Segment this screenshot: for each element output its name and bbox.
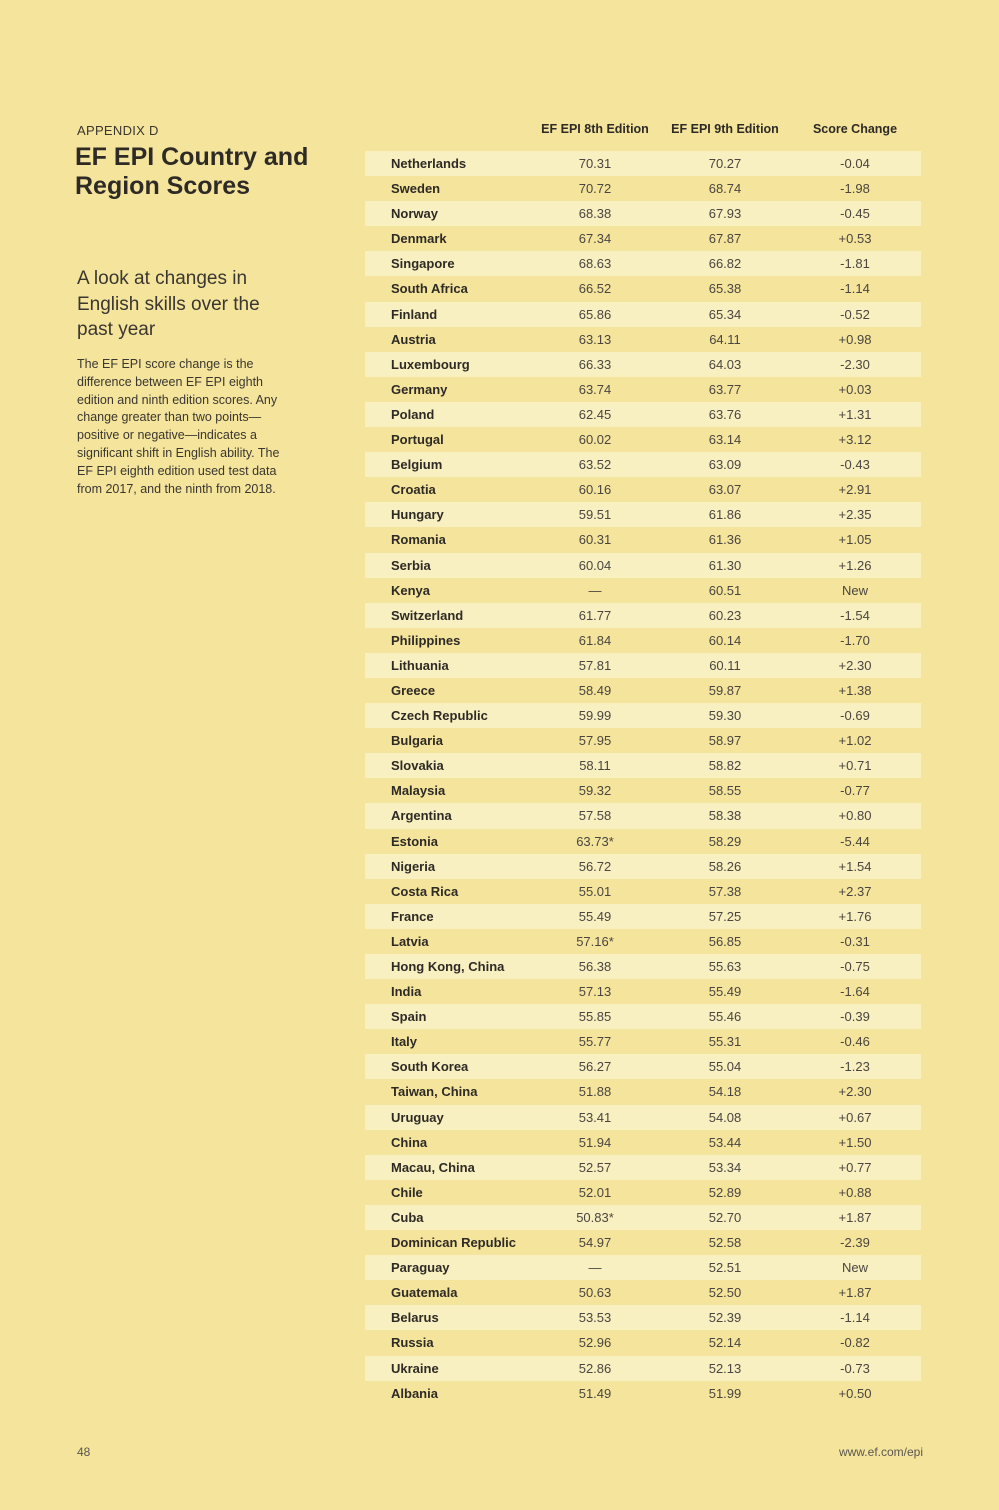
score-9th-edition: 65.38 (708, 281, 742, 297)
score-8th-edition: 57.95 (578, 733, 612, 749)
table-row (365, 653, 921, 678)
score-9th-edition: 54.08 (708, 1109, 742, 1125)
table-row (365, 1230, 921, 1255)
score-8th-edition: 59.32 (578, 783, 612, 799)
column-header-8th-edition: EF EPI 8th Edition (541, 122, 649, 136)
score-change: -0.31 (840, 933, 870, 949)
score-8th-edition: 67.34 (578, 231, 612, 247)
score-change: +0.71 (838, 758, 872, 774)
table-row (365, 201, 921, 226)
score-9th-edition: 52.58 (708, 1235, 742, 1251)
score-9th-edition: 58.97 (708, 733, 742, 749)
score-9th-edition: 57.38 (708, 883, 742, 899)
score-9th-edition: 55.31 (708, 1034, 742, 1050)
country-name: Norway (391, 206, 438, 222)
score-change: -1.64 (840, 984, 870, 1000)
score-change: +1.54 (838, 858, 872, 874)
score-change: New (841, 582, 868, 598)
country-name: Switzerland (391, 607, 464, 623)
score-change: -1.70 (840, 632, 870, 648)
score-8th-edition: 51.88 (578, 1084, 612, 1100)
score-9th-edition: 52.14 (708, 1335, 742, 1351)
score-change: -0.46 (840, 1034, 870, 1050)
score-8th-edition: 57.13 (578, 984, 612, 1000)
country-name: Germany (391, 381, 448, 397)
score-8th-edition: 56.27 (578, 1059, 612, 1075)
score-8th-edition: 68.63 (578, 256, 612, 272)
country-name: Paraguay (391, 1260, 450, 1276)
table-row (365, 1381, 921, 1406)
table-row (365, 377, 921, 402)
score-9th-edition: 63.07 (708, 482, 742, 498)
table-row (365, 703, 921, 728)
score-change: +3.12 (838, 432, 872, 448)
score-8th-edition: 56.72 (578, 858, 612, 874)
country-name: Ukraine (391, 1360, 439, 1376)
country-name: France (391, 908, 434, 924)
score-change: +0.77 (838, 1159, 872, 1175)
score-9th-edition: 66.82 (708, 256, 742, 272)
score-change: -1.14 (840, 1310, 870, 1326)
table-row (365, 527, 921, 552)
score-9th-edition: 59.30 (708, 708, 742, 724)
description-text: The EF EPI score change is the difference between EF EPI eighth edition and ninth edition scores. Any change greater than two points—positive or negative—indicates a significant shift in English ability. The EF EPI eighth edition used test data from 2017, and the ninth from 2018. (77, 357, 280, 496)
score-8th-edition: 60.02 (578, 432, 612, 448)
score-8th-edition: 63.73* (576, 833, 614, 849)
table-row (365, 929, 921, 954)
score-9th-edition: 65.34 (708, 306, 742, 322)
table-row (365, 502, 921, 527)
score-9th-edition: 53.44 (708, 1134, 742, 1150)
score-8th-edition: 53.41 (578, 1109, 612, 1125)
score-9th-edition: 67.93 (708, 206, 742, 222)
country-name: Bulgaria (391, 733, 444, 749)
score-8th-edition: 57.58 (578, 808, 612, 824)
country-name: Lithuania (391, 657, 449, 673)
score-8th-edition: 66.33 (578, 356, 612, 372)
table-row (365, 778, 921, 803)
table-row (365, 1079, 921, 1104)
score-change: +0.98 (838, 331, 872, 347)
score-change: +0.67 (838, 1109, 872, 1125)
country-name: Guatemala (391, 1285, 458, 1301)
score-change: +1.76 (838, 908, 872, 924)
country-name: Romania (391, 532, 446, 548)
score-8th-edition: 70.72 (578, 181, 612, 197)
score-9th-edition: 63.76 (708, 406, 742, 422)
score-change: -0.45 (840, 206, 870, 222)
score-change: +0.88 (838, 1184, 872, 1200)
country-name: Croatia (391, 482, 436, 498)
appendix-label: APPENDIX D (77, 123, 159, 138)
score-change: +2.35 (838, 507, 872, 523)
scores-table (365, 151, 921, 1406)
score-9th-edition: 63.77 (708, 381, 742, 397)
score-8th-edition: 52.86 (578, 1360, 612, 1376)
score-9th-edition: 58.38 (708, 808, 742, 824)
score-change: -1.14 (840, 281, 870, 297)
score-change: +2.91 (838, 482, 872, 498)
score-change: -5.44 (840, 833, 870, 849)
score-8th-edition: 59.51 (578, 507, 612, 523)
score-change: -0.73 (840, 1360, 870, 1376)
table-row (365, 276, 921, 301)
score-8th-edition: 55.85 (578, 1009, 612, 1025)
score-8th-edition: 66.52 (578, 281, 612, 297)
score-change: -1.54 (840, 607, 870, 623)
country-name: South Africa (391, 281, 468, 297)
country-name: Argentina (391, 808, 452, 824)
table-row (365, 1305, 921, 1330)
score-9th-edition: 53.34 (708, 1159, 742, 1175)
score-change: New (841, 1260, 868, 1276)
table-row (365, 1130, 921, 1155)
score-9th-edition: 67.87 (708, 231, 742, 247)
table-row (365, 452, 921, 477)
table-row (365, 226, 921, 251)
score-change: +1.02 (838, 733, 872, 749)
table-row (365, 803, 921, 828)
country-name: Luxembourg (391, 356, 470, 372)
country-name: Chile (391, 1184, 423, 1200)
table-row (365, 352, 921, 377)
score-8th-edition: 63.13 (578, 331, 612, 347)
score-change: -0.69 (840, 708, 870, 724)
country-name: Malaysia (391, 783, 446, 799)
score-8th-edition: 55.01 (578, 883, 612, 899)
country-name: Austria (391, 331, 436, 347)
score-change: -2.30 (840, 356, 870, 372)
score-change: -0.77 (840, 783, 870, 799)
page-subtitle: A look at changes in English skills over the past year (77, 268, 260, 340)
score-9th-edition: 56.85 (708, 933, 742, 949)
table-row (365, 979, 921, 1004)
country-name: Singapore (391, 256, 455, 272)
score-8th-edition: 65.86 (578, 306, 612, 322)
country-name: Belarus (391, 1310, 439, 1326)
country-name: Albania (391, 1385, 438, 1401)
score-8th-edition: 57.16* (576, 933, 614, 949)
country-name: Sweden (391, 181, 441, 197)
score-8th-edition: 63.52 (578, 457, 612, 473)
table-row (365, 1155, 921, 1180)
table-header (365, 122, 921, 140)
score-8th-edition: 61.84 (578, 632, 612, 648)
score-9th-edition: 60.51 (708, 582, 742, 598)
table-row (365, 829, 921, 854)
table-row (365, 251, 921, 276)
score-8th-edition: 63.74 (578, 381, 612, 397)
table-row (365, 176, 921, 201)
score-8th-edition: 52.96 (578, 1335, 612, 1351)
table-row (365, 1105, 921, 1130)
country-name: Serbia (391, 557, 431, 573)
score-change: -0.04 (840, 156, 870, 171)
score-8th-edition: 59.99 (578, 708, 612, 724)
country-name: South Korea (391, 1059, 469, 1075)
score-8th-edition: 60.16 (578, 482, 612, 498)
country-name: Dominican Republic (391, 1235, 516, 1251)
score-9th-edition: 60.14 (708, 632, 742, 648)
score-change: -1.81 (840, 256, 870, 272)
table-row (365, 302, 921, 327)
score-9th-edition: 63.09 (708, 457, 742, 473)
table-row (365, 628, 921, 653)
country-name: Spain (391, 1009, 427, 1025)
country-name: Taiwan, China (391, 1084, 478, 1100)
score-8th-edition: 70.31 (578, 156, 612, 171)
table-row (365, 578, 921, 603)
country-name: India (391, 984, 422, 1000)
score-9th-edition: 61.86 (708, 507, 742, 523)
table-row (365, 553, 921, 578)
table-row (365, 728, 921, 753)
country-name: Estonia (391, 833, 438, 849)
score-8th-edition: 62.45 (578, 406, 612, 422)
country-name: Denmark (391, 231, 447, 247)
country-name: Slovakia (391, 758, 444, 774)
country-name: Netherlands (391, 156, 467, 171)
score-change: +0.03 (838, 381, 872, 397)
score-8th-edition: 50.63 (578, 1285, 612, 1301)
country-name: Macau, China (391, 1159, 475, 1175)
score-change: +1.38 (838, 682, 872, 698)
score-8th-edition: 51.94 (578, 1134, 612, 1150)
table-row (365, 1356, 921, 1381)
score-9th-edition: 60.23 (708, 607, 742, 623)
score-8th-edition: 58.49 (578, 682, 612, 698)
table-row (365, 954, 921, 979)
score-8th-edition: 55.49 (578, 908, 612, 924)
score-change: -0.75 (840, 959, 870, 974)
score-8th-edition: 61.77 (578, 607, 612, 623)
score-9th-edition: 70.27 (708, 156, 742, 171)
table-row (365, 427, 921, 452)
score-change: +1.87 (838, 1285, 872, 1301)
score-9th-edition: 52.51 (708, 1260, 742, 1276)
table-row (365, 151, 921, 176)
score-8th-edition: 60.04 (578, 557, 612, 573)
table-row (365, 854, 921, 879)
table-row (365, 1330, 921, 1355)
score-8th-edition: — (588, 582, 602, 598)
score-8th-edition: 58.11 (579, 758, 611, 774)
country-name: Greece (391, 682, 436, 698)
score-9th-edition: 61.36 (708, 532, 742, 548)
table-row (365, 1180, 921, 1205)
country-name: Costa Rica (391, 883, 459, 899)
score-9th-edition: 52.13 (708, 1360, 742, 1376)
country-name: Russia (391, 1335, 434, 1351)
score-8th-edition: 55.77 (578, 1034, 612, 1050)
footer-url[interactable]: www.ef.com/epi (838, 1445, 923, 1459)
score-9th-edition: 58.55 (708, 783, 742, 799)
score-change: +2.37 (838, 883, 872, 899)
score-change: +1.31 (838, 406, 872, 422)
score-change: -0.43 (840, 457, 870, 473)
score-change: -0.39 (840, 1009, 870, 1025)
score-9th-edition: 64.11 (709, 331, 741, 347)
score-8th-edition: 57.81 (578, 657, 612, 673)
table-row (365, 402, 921, 427)
score-change: +1.26 (838, 557, 872, 573)
country-name: Finland (391, 306, 438, 322)
table-row (365, 678, 921, 703)
table-row (365, 1029, 921, 1054)
score-9th-edition: 55.49 (708, 984, 742, 1000)
country-name: Italy (391, 1034, 418, 1050)
score-change: +2.30 (838, 657, 872, 673)
country-name: China (391, 1134, 428, 1150)
country-name: Latvia (391, 933, 429, 949)
table-row (365, 603, 921, 628)
score-8th-edition: 51.49 (578, 1385, 612, 1401)
country-name: Philippines (391, 632, 461, 648)
score-9th-edition: 58.29 (708, 833, 742, 849)
score-8th-edition: 52.57 (578, 1159, 612, 1175)
score-8th-edition: 60.31 (578, 532, 612, 548)
score-9th-edition: 52.50 (708, 1285, 742, 1301)
score-9th-edition: 63.14 (708, 432, 742, 448)
country-name: Cuba (391, 1209, 424, 1225)
table-row (365, 1205, 921, 1230)
score-8th-edition: 56.38 (578, 959, 612, 974)
score-change: -0.52 (840, 306, 870, 322)
score-change: +0.50 (838, 1385, 872, 1401)
page-title: EF EPI Country and Region Scores (75, 143, 309, 200)
score-9th-edition: 55.04 (708, 1059, 742, 1075)
table-row (365, 1054, 921, 1079)
score-9th-edition: 55.63 (708, 959, 742, 974)
score-change: -0.82 (840, 1335, 870, 1351)
country-name: Portugal (391, 432, 444, 448)
country-name: Hungary (391, 507, 444, 523)
score-change: +1.50 (838, 1134, 872, 1150)
score-9th-edition: 52.39 (708, 1310, 742, 1326)
score-9th-edition: 64.03 (708, 356, 742, 372)
score-9th-edition: 60.11 (709, 657, 741, 673)
score-change: +2.30 (838, 1084, 872, 1100)
column-header-9th-edition: EF EPI 9th Edition (671, 122, 779, 136)
page-number: 48 (77, 1445, 91, 1459)
table-row (365, 904, 921, 929)
score-9th-edition: 57.25 (708, 908, 742, 924)
score-8th-edition: 50.83* (576, 1209, 614, 1225)
score-9th-edition: 51.99 (708, 1385, 742, 1401)
score-change: +0.53 (838, 231, 872, 247)
score-9th-edition: 55.46 (708, 1009, 742, 1025)
score-8th-edition: 53.53 (578, 1310, 612, 1326)
score-9th-edition: 58.82 (708, 758, 742, 774)
score-change: +1.87 (838, 1209, 872, 1225)
score-9th-edition: 52.70 (708, 1209, 742, 1225)
table-row (365, 753, 921, 778)
score-change: +1.05 (838, 532, 872, 548)
score-change: -2.39 (840, 1235, 870, 1251)
score-9th-edition: 54.18 (708, 1084, 742, 1100)
score-change: -1.98 (840, 181, 870, 197)
country-name: Kenya (391, 582, 431, 598)
score-8th-edition: 52.01 (578, 1184, 612, 1200)
table-row (365, 327, 921, 352)
score-9th-edition: 58.26 (708, 858, 742, 874)
score-9th-edition: 59.87 (708, 682, 742, 698)
column-header-score-change: Score Change (812, 122, 898, 136)
table-row (365, 879, 921, 904)
country-name: Hong Kong, China (391, 959, 505, 974)
table-row (365, 1004, 921, 1029)
country-name: Czech Republic (391, 708, 488, 724)
country-name: Uruguay (391, 1109, 444, 1125)
score-9th-edition: 61.30 (708, 557, 742, 573)
score-8th-edition: — (588, 1260, 602, 1276)
country-name: Belgium (391, 457, 443, 473)
country-name: Nigeria (391, 858, 436, 874)
table-row (365, 1255, 921, 1280)
country-name: Poland (391, 406, 435, 422)
score-8th-edition: 54.97 (578, 1235, 612, 1251)
score-change: +0.80 (838, 808, 872, 824)
score-8th-edition: 68.38 (578, 206, 612, 222)
score-9th-edition: 52.89 (708, 1184, 742, 1200)
table-row (365, 1280, 921, 1305)
score-9th-edition: 68.74 (708, 181, 742, 197)
table-row (365, 477, 921, 502)
score-change: -1.23 (840, 1059, 870, 1075)
